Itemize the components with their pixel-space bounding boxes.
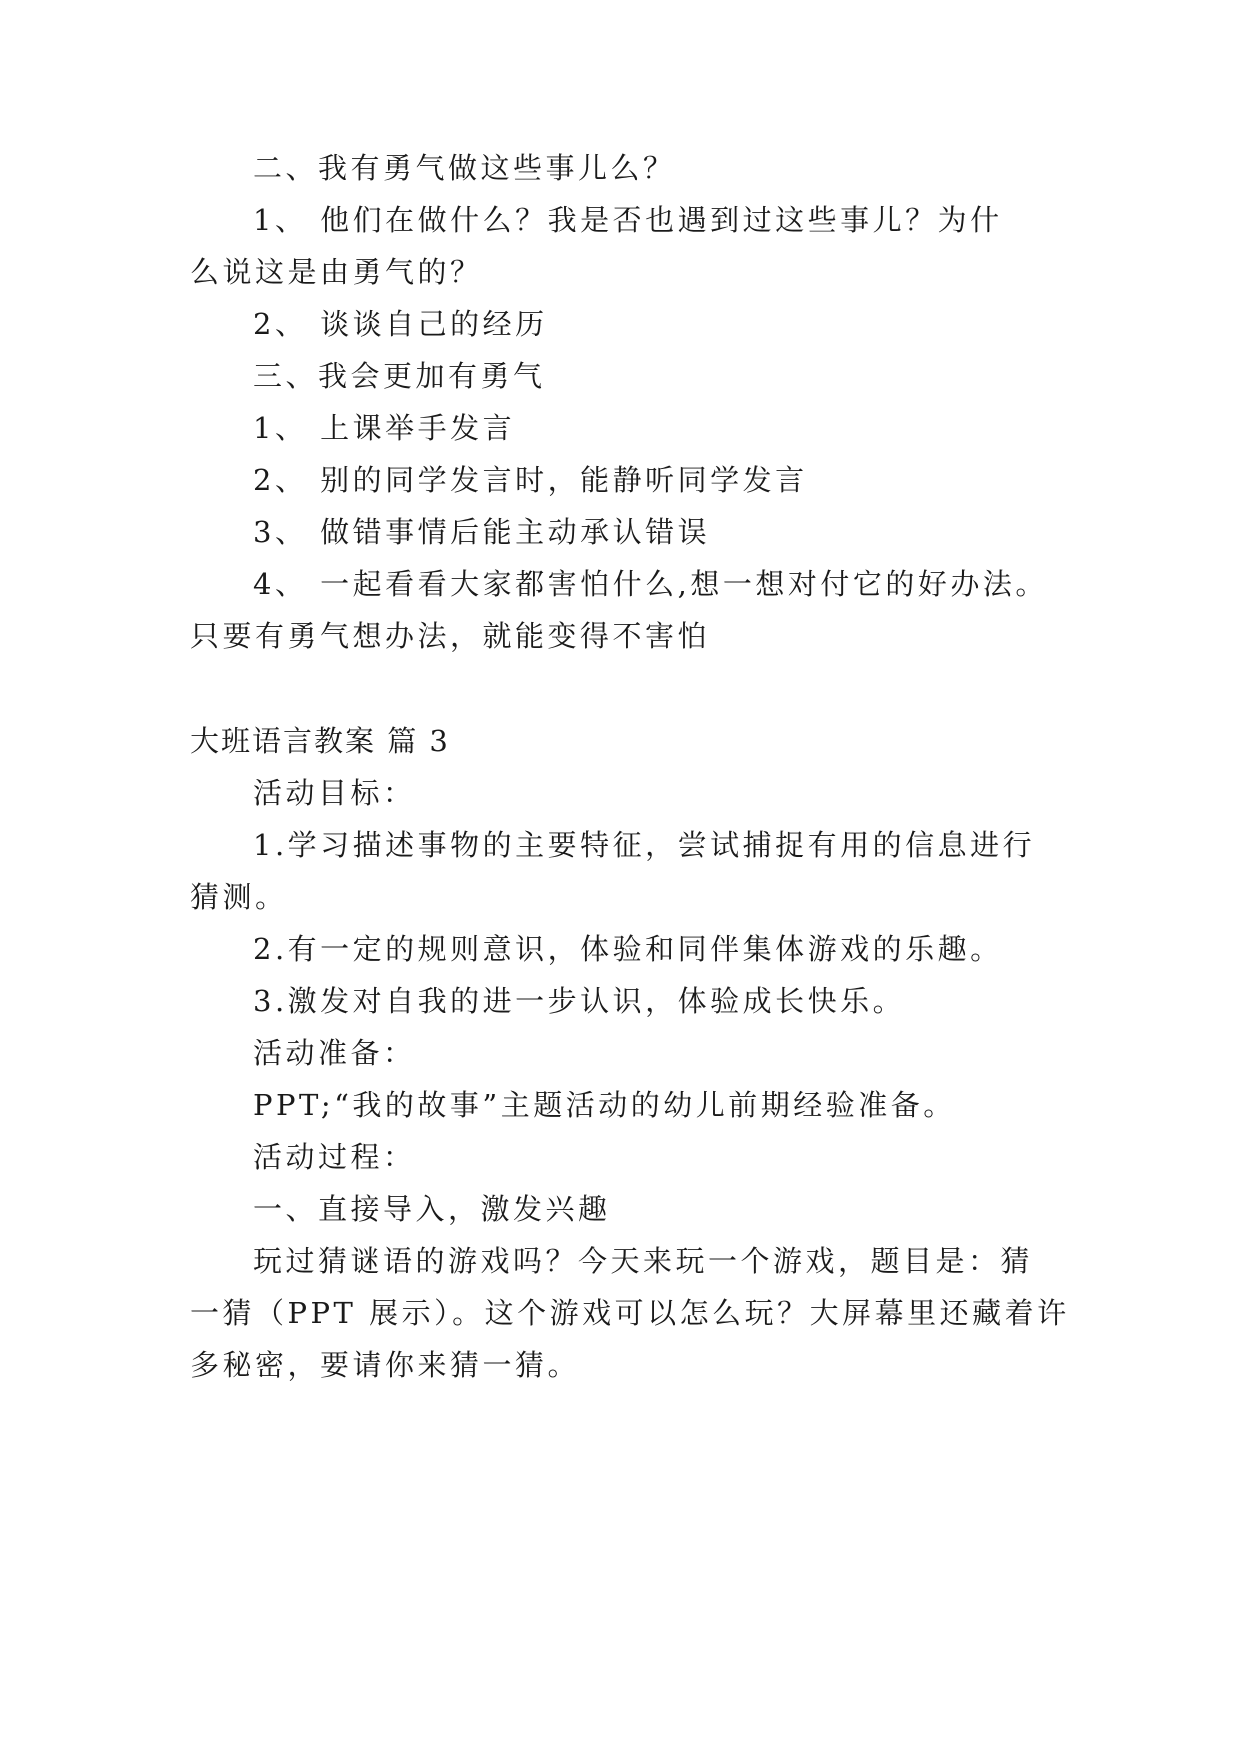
activity-process-label: 活动过程： (253, 1140, 416, 1174)
section-two-heading: 二、我有勇气做这些事儿么？ (253, 151, 676, 185)
goal-2: 2.有一定的规则意识，体验和同伴集体游戏的乐趣。 (253, 932, 1003, 966)
section-three-item-1: 1、 上课举手发言 (253, 411, 516, 445)
step-1-line-3: 多秘密，要请你来猜一猜。 (190, 1348, 581, 1382)
goal-3: 3.激发对自我的进一步认识，体验成长快乐。 (253, 984, 906, 1018)
section-two-item-1-line-2: 么说这是由勇气的？ (190, 255, 483, 289)
activity-goals-label: 活动目标： (253, 776, 416, 810)
section-two-item-1-line-1: 1、 他们在做什么？我是否也遇到过这些事儿？为什 (253, 203, 1003, 237)
step-1-line-1: 玩过猜谜语的游戏吗？今天来玩一个游戏，题目是：猜 (253, 1244, 1034, 1278)
activity-prep-label: 活动准备： (253, 1036, 416, 1070)
goal-1-line-1: 1.学习描述事物的主要特征，尝试捕捉有用的信息进行 (253, 828, 1036, 862)
step-1-line-2: 一猜（PPT 展示）。这个游戏可以怎么玩？大屏幕里还藏着许 (190, 1296, 1070, 1330)
section-three-item-4-line-2: 只要有勇气想办法，就能变得不害怕 (190, 619, 711, 653)
section-three-item-4-line-1: 4、 一起看看大家都害怕什么,想一想对付它的好办法。 (253, 567, 1048, 601)
goal-1-line-2: 猜测。 (190, 880, 288, 914)
section-three-item-3: 3、 做错事情后能主动承认错误 (253, 515, 711, 549)
activity-prep-text: PPT;“我的故事”主题活动的幼儿前期经验准备。 (253, 1088, 956, 1122)
section-three-item-2: 2、 别的同学发言时，能静听同学发言 (253, 463, 808, 497)
step-1-heading: 一、直接导入，激发兴趣 (253, 1192, 611, 1226)
section-three-heading: 三、我会更加有勇气 (253, 359, 546, 393)
section-two-item-2: 2、 谈谈自己的经历 (253, 307, 548, 341)
lesson-3-title: 大班语言教案 篇 3 (190, 724, 450, 758)
